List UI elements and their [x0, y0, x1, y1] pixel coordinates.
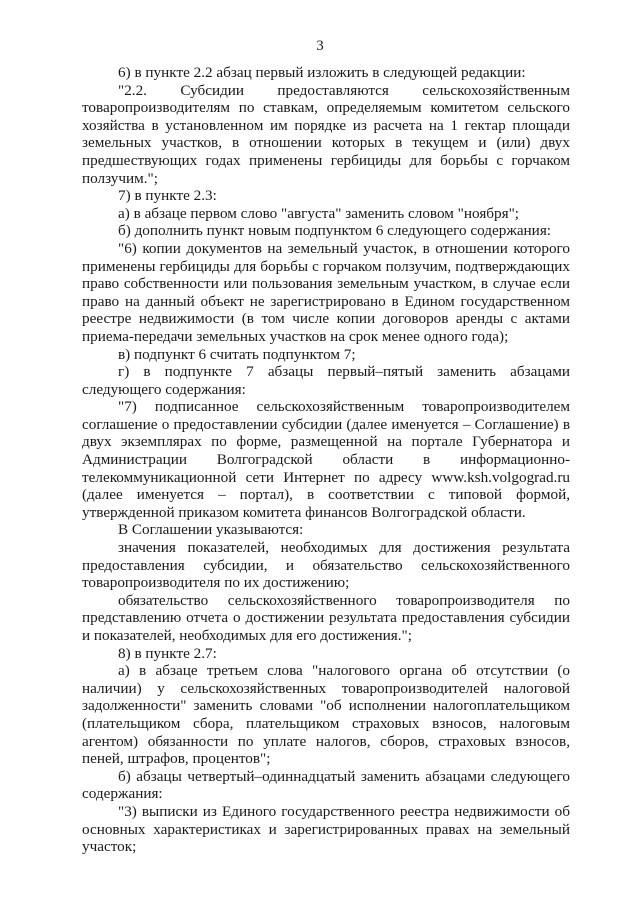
paragraph: а) в абзаце первом слово "августа" заменить словом "ноября"; — [118, 204, 520, 222]
paragraph: а) в абзаце третьем слова "налогового органа об отсутствии (о наличии) у сельскохозяйственных товаропроизводителей налоговой задолженности" заменить словами "об исполнении налогоплательщиком (плательщиком сбора, плательщиком страховых взносов, налоговым агентом) обязанности по уплате налогов, сборов, страховых взносов, пеней, штрафов, процентов"; — [82, 662, 570, 768]
paragraph: б) абзацы четвертый–одиннадцатый заменить абзацами следующего содержания: — [82, 767, 570, 803]
paragraph: "6) копии документов на земельный участок, в отношении которого применены гербициды для борьбы с горчаком ползучим, подтверждающих право собственности или пользования земельным участком, в случае если право на данный объект не зарегистрировано в Едином государственном реестре недвижимости (в том числе копии договоров аренды с актами приема-передачи земельных участков на срок менее одного года); — [82, 239, 570, 345]
paragraph: "7) подписанное сельскохозяйственным товаропроизводителем соглашение о предоставлении субсидии (далее именуется – Соглашение) в двух экземплярах по форме, размещенной на портале Губернатора и Администрации Волгоградской области в информационно-телекоммуникационной сети Интернет по адресу www.ksh.volgograd.ru (далее именуется – портал), в соответствии с типовой формой, утвержденной приказом комитета финансов Волгоградской области. — [82, 398, 570, 521]
paragraph: обязательство сельскохозяйственного товаропроизводителя по представлению отчета о достижении результата предоставления субсидии и показателей, необходимых для его достижения."; — [82, 591, 570, 644]
paragraph: "2.2. Субсидии предоставляются сельскохозяйственным товаропроизводителям по ставкам, определяемым комитетом сельского хозяйства в установленном им порядке из расчета на 1 гектар площади земельных участков, в отношении которых в текущем и (или) двух предшествующих годах применены гербициды для борьбы с горчаком ползучим."; — [82, 81, 570, 187]
document-body — [82, 64, 570, 856]
paragraph: 7) в пункте 2.3: — [118, 187, 217, 205]
paragraph: В Соглашении указываются: — [118, 521, 304, 539]
paragraph: 8) в пункте 2.7: — [118, 644, 217, 662]
paragraph: г) в подпункте 7 абзацы первый–пятый заменить абзацами следующего содержания: — [82, 363, 570, 398]
paragraph: значения показателей, необходимых для достижения результата предоставления субсидии, и обязательство сельскохозяйственного товаропроизводителя по их достижению; — [82, 539, 570, 592]
page-number: 3 — [316, 38, 324, 54]
paragraph: 6) в пункте 2.2 абзац первый изложить в следующей редакции: — [118, 64, 526, 81]
paragraph: б) дополнить пункт новым подпунктом 6 следующего содержания: — [118, 222, 552, 240]
paragraph: "3) выписки из Единого государственного реестра недвижимости об основных характеристиках и зарегистрированных правах на земельный участок; — [82, 802, 570, 856]
paragraph: в) подпункт 6 считать подпунктом 7; — [118, 345, 356, 363]
